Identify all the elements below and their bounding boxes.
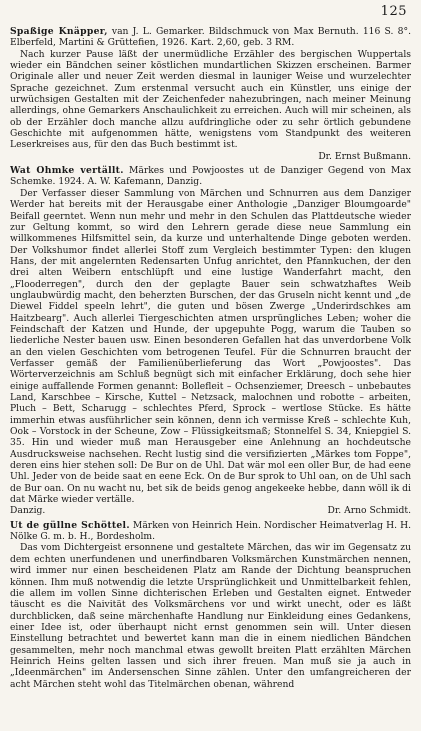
review-title: Ut de güllne Schöttel.: [10, 519, 130, 531]
review-spassige-knaepper: [10, 26, 411, 162]
review-ut-de-guellne-schoettel: [10, 520, 411, 690]
review-signature-place: Danzig.: [10, 505, 46, 517]
page-number: 125: [380, 4, 407, 19]
page-content: [10, 26, 411, 727]
review-title: Spaßige Knäpper,: [10, 26, 108, 37]
review-heading: [10, 520, 411, 543]
review-bibliography: Märken von Heinrich Hein. Nordischer Heimatverlag H. H. Nölke G. m. b. H., Bordesholm.: [10, 519, 411, 543]
review-wat-ohmke-vertaellt: [10, 165, 411, 517]
review-bibliography: van J. L. Gemarker. Bildschmuck von Max Bernuth. 116 S. 8°. Elberfeld, Martini & Grüttefien, 1926. Kart. 2,60, geb. 3 RM.: [10, 26, 411, 49]
review-title: Wat Ohmke vertällt.: [10, 165, 124, 177]
review-bibliography: Märkes und Powjoostes ut de Danziger Gegend von Max Schemke. 1924. A. W. Kafemann, Danzig.: [10, 165, 411, 188]
review-signature-line: [10, 505, 411, 516]
review-heading: [10, 26, 411, 49]
review-signature: Dr. Arno Schmidt.: [327, 505, 411, 517]
review-paragraph: Der Verfasser dieser Sammlung von Märchen und Schnurren aus dem Danziger Werder hat bereits mit der Herausgabe einer Anthologie „Danziger Bloumgoarde" Beifall geerntet. Wenn nun mehr und mehr in den Schulen das Plattdeutsche wieder zur Geltung kommt, so wird den Lehrern gerade diese neue Sammlung ein willkommenes Hilfsmittel sein, da kurze und unterhaltende Dinge geboten werden. Der Volkshumor findet allerlei Stoff zum Vergleich bestimmter Typen: den klugen Hans, der mit angelernten Redensarten Unfug anrichtet, den Pfannkuchen, der den drei alten Weibern entschlüpft und eine lustige Wanderfahrt macht, den „Flooderregen", durch den der geplagte Bauer sein schwatzhaftes Weib unglaubwürdig macht, den beherzten Burschen, der das Gruseln nicht kennt und „de Diewel Fiddel speeln lehrt", die guten und bösen Zwerge „Underirdschkes am Haitzbearg". Auch allerlei Tiergeschichten atmen ursprüngliches Leben; woher die Feindschaft der Katzen und Hunde, der upgepuhte Pogg, warum die Tauben so liederliche Nester bauen usw. Einen besonderen Gefallen hat das unverdorbene Volk an den vielen Geschichten vom betrogenen Teufel. Für die Schnurren braucht der Verfasser gemäß der Familienüberlieferung das Wort „Powjoostes". Das Wörterverzeichnis am Schluß begnügt sich mit einfacher Erklärung, doch sehe hier einige auffallende Formen genannt: Bollefleit – Ochsenziemer, Dreesch – unbebautes Land, Karschbee – Kirsche, Kuttel – Netzsack, malochnen und robotte – arbeiten, Pluch – Bett, Scharugg – schlechtes Pferd, Sprock – wertlose Stücke. Es hätte immerhin etwas ausführlicher sein können, denn ich vermisse Kreß – schlechte Kuh, Ook – Vorstock in der Scheune, Zow – Flüssigkeitsmaß; Stonnelfel S. 34, Kniepgiel S. 35. Hin und wieder muß man Herausgeber eine Anlehnung an hochdeutsche Ausdrucksweise nachsehen. Recht lustig sind die versifizierten „Märkes tom Foppe", deren eins hier stehen soll: De Bur on de Uhl. Dat wär mol een oller Bur, de had eene Uhl. Jeder von de beide saat en eene Eck. On de Bur sprok to Uhl oan, on de Uhl sach de Bur oan. On nu wacht nu, bet sik de beids genog angekeeke hebbe, dann wöll ik di dat Märke wieder vertälle.: [10, 187, 411, 506]
review-signature: Dr. Ernst Bußmann.: [318, 150, 411, 162]
review-heading: [10, 165, 411, 188]
review-paragraph: Das vom Dichtergeist ersonnene und gestaltete Märchen, das wir im Gegensatz zu dem echten unerfundenen und unerfindbaren Volksmärchen Kunstmärchen nennen, wird immer nur einen bescheidenen Platz am Rande der Dichtung beanspruchen können. Ihm muß notwendig die letzte Ursprünglichkeit und Unmittelbarkeit fehlen, die allem im vollen Sinne dichterischen Erleben und Gestalten eignet. Entweder täuscht es die Naivität des Volksmärchens vor und wirkt unecht, oder es läßt durchblicken, daß seine märchenhafte Handlung nur Einkleidung eines Gedankens, einer Idee ist, oder überhaupt nicht ernst genommen sein will. Unter diesen Einstellung betrachtet und bewertet kann man die in einem niedlichen Bändchen gesammelten, mehr noch manchmal etwas gewollt breiten Platt erzählten Märchen Heinrich Heins gelten lassen und sich ihrer freuen. Man muß sie ja auch in „Ideenmärchen" im Andersenschen Sinne zählen. Unter den umfangreicheren der acht Märchen steht wohl das Titelmärchen obenan, während: [10, 542, 411, 690]
review-paragraph: Nach kurzer Pause läßt der unermüdliche Erzähler des bergischen Wuppertals wieder ein Bändchen seiner köstlichen mundartlichen Skizzen erscheinen. Barmer Originale aller und neuer Zeit werden diesmal in launiger Weise und wurzelechter Sprache gezeichnet. Zum erstenmal versucht auch ein Künstler, uns einige der urwüchsigen Gestalten mit der Zeichenfeder nahezubringen, nach meiner Meinung allerdings, ohne Gemarkers Anschaulichkeit zu erreichen. Auch will mir scheinen, als ob der Erzähler doch manche allzu aufdringliche oder zu sehr örtlich gebundene Geschichte mit aufgenommen hätte, wenigstens vom Standpunkt des weiteren Leserkreises aus, für den das Buch bestimmt ist.: [10, 48, 411, 151]
